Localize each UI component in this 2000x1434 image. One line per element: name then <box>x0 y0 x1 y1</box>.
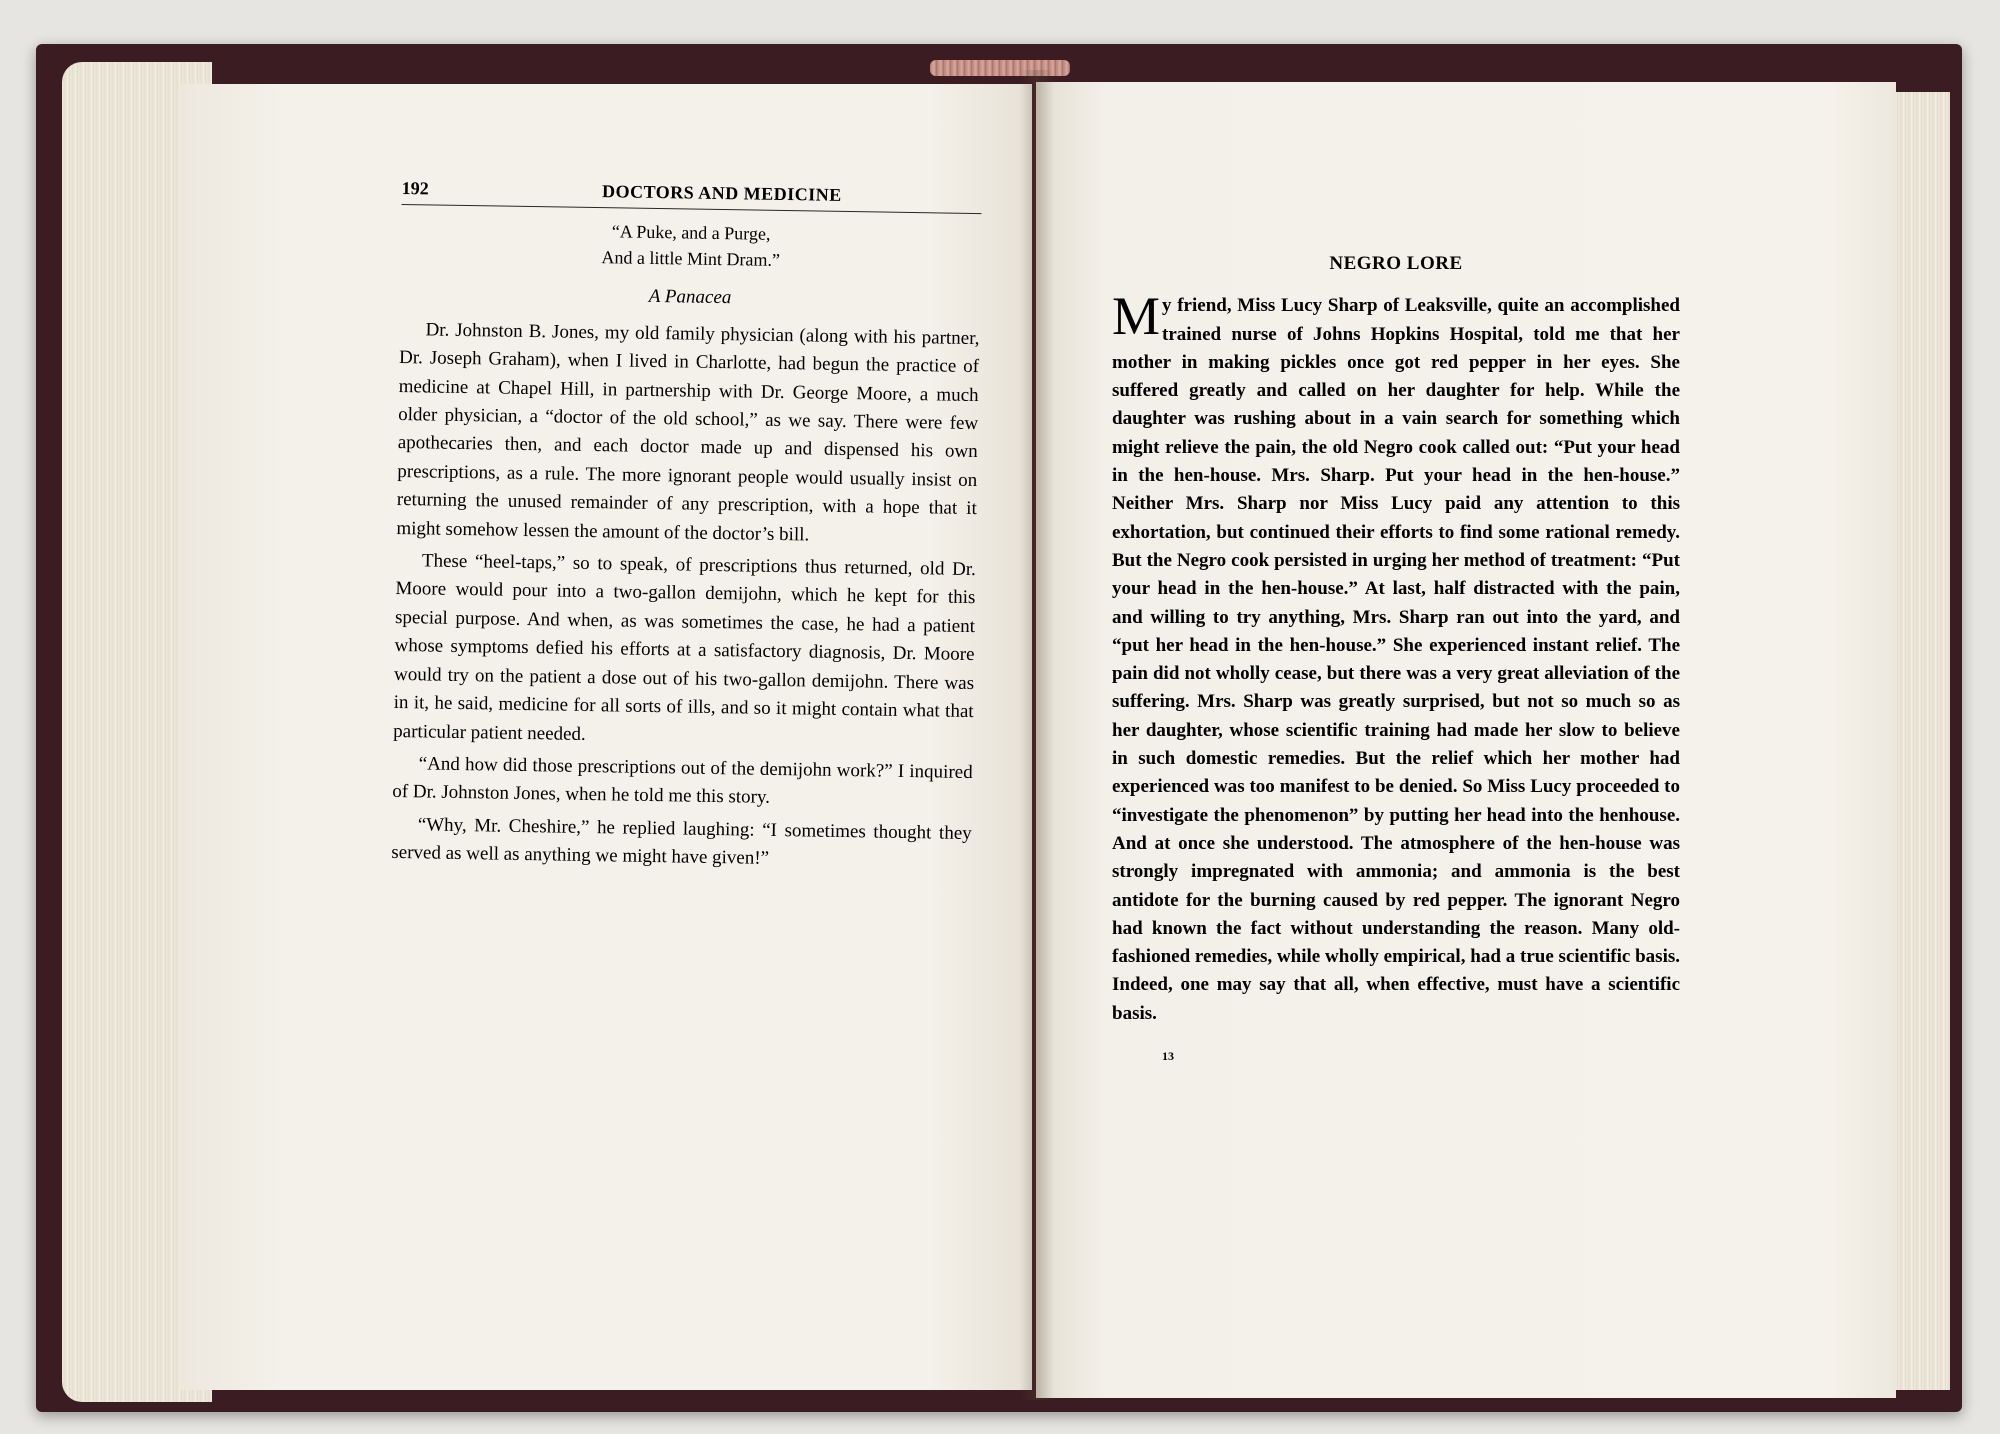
body-text: y friend, Miss Lucy Sharp of Leaksville, quite an accomplished trained nurse of Johns Hopkins Hospital, told me that her mother in making pickles once got red pepper in her eyes. She suffered greatly and called on her daughter for help. While the daughter was rushing about in a vain search for something which might relieve the pain, the old Negro cook called out: “Put your head in the hen-house. Mrs. Sharp. Put your head in the hen-house.” Neither Mrs. Sharp nor Miss Lucy paid any attention to this exhortation, but continued their efforts to find some rational remedy. But the Negro cook persisted in urging her method of treatment: “Put your head in the hen-house.” At last, half distracted with the pain, and willing to try anything, Mrs. Sharp ran out into the yard, and “put her head in the hen-house.” She experienced instant relief. The pain did not wholly cease, but there was a very great alleviation of the suffering. Mrs. Sharp was greatly surprised, but not so much so as her daughter, whose scientific training had made her slow to believe in such domestic remedies. But the relief which her mother had experienced was too manifest to be denied. So Miss Lucy proceeded to “investigate the phenomenon” by putting her head into the henhouse. And at once she understood. The atmosphere of the hen-house was strongly impregnated with ammonia; and ammonia is the best antidote for the burning caused by red pepper. The ignorant Negro had known the fact without understanding the reason. Many old-fashioned remedies, while wholly empirical, had a true scientific basis. Indeed, one may say that all, when effective, must have a scientific basis. <box>1112 295 1680 1024</box>
signature-mark: 13 <box>1162 1049 1174 1064</box>
epigraph-verse <box>401 215 982 276</box>
left-page-text <box>391 174 982 881</box>
section-title: A Panacea <box>648 286 732 309</box>
page-number: 192 <box>401 177 429 199</box>
verse-line: And a little Mint Dram.” <box>601 247 781 271</box>
right-page-edges <box>1890 92 1950 1390</box>
chapter-title: NEGRO LORE <box>1329 253 1463 274</box>
paragraph: Dr. Johnston B. Jones, my old family physician (along with his partner, Dr. Joseph Graham), when I lived in Charlotte, had begun the practice of medicine at Chapel Hill, in partnership with Dr. George Moore, a much older physician, a “doctor of the old school,” as we say. There were few apothecaries then, and each doctor made up and dispensed his own prescriptions, as a rule. The more ignorant people would usually insist on returning the unused remainder of any prescription, with a hope that it might somehow lessen the amount of the doctor’s bill. <box>396 319 980 546</box>
right-page-text <box>1112 250 1680 1070</box>
drop-cap: M <box>1112 286 1161 347</box>
paragraph: These “heel-taps,” so to speak, of prescriptions thus returned, old Dr. Moore would pour into a two-gallon demijohn, which he kept for this special purpose. And when, as was sometimes the case, he had a patient whose symptoms defied his efforts at a satisfactory diagnosis, Dr. Moore would try on the patient a dose out of his two-gallon demijohn. There was in it, he said, medicine for all sorts of ills, and so it might contain what that particular patient needed. <box>393 550 977 745</box>
running-head: DOCTORS AND MEDICINE <box>601 181 842 205</box>
book-gutter <box>1020 70 1054 1400</box>
body-paragraph <box>1112 286 1680 1028</box>
verse-line: “A Puke, and a Purge, <box>611 221 771 245</box>
paragraph: “And how did those prescriptions out of the demijohn work?” I inquired of Dr. Johnston Jones, when he told me this story. <box>392 753 973 809</box>
paragraph: “Why, Mr. Cheshire,” he replied laughing: “I sometimes thought they served as well as anything we might have given!” <box>391 814 972 869</box>
